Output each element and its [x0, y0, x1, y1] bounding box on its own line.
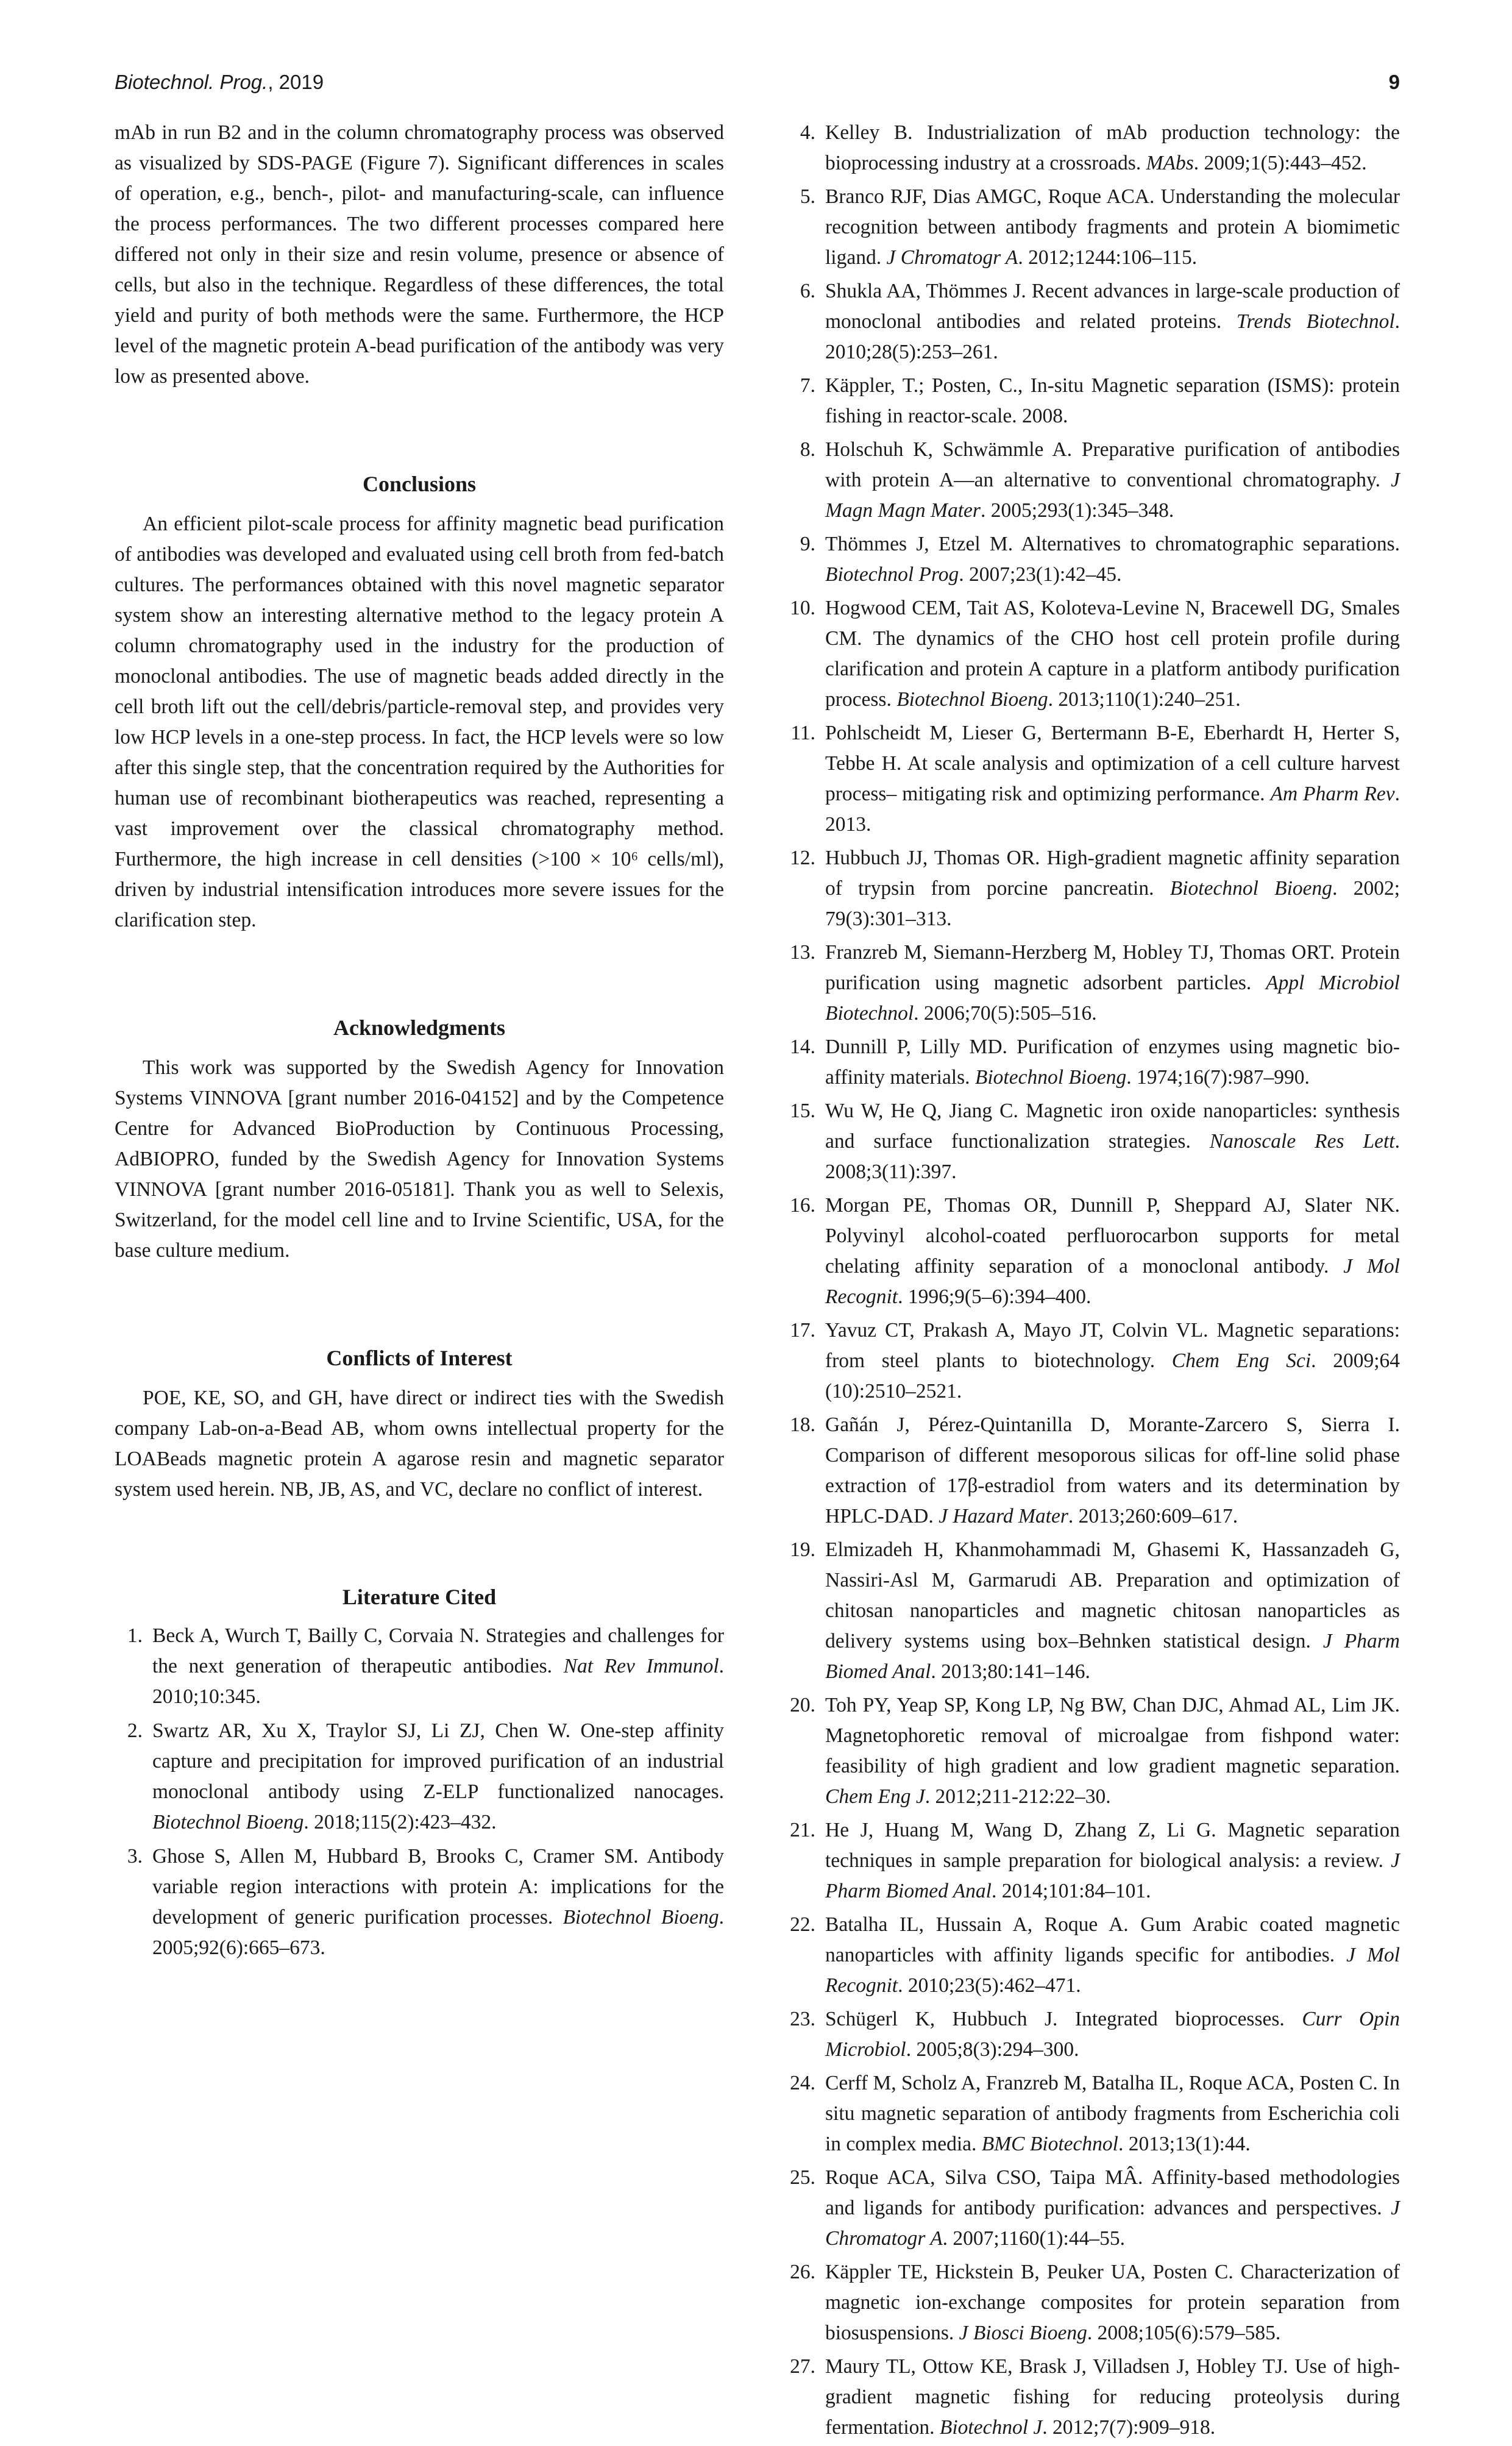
running-header [115, 71, 1400, 107]
reference-item: 11. Pohlscheidt M, Lieser G, Bertermann B-E, Eberhardt H, Herter S, Tebbe H. At scale analysis and optimization of a cell culture harvest process– mitigating risk and optimizing performance. Am Pharm Rev. 2013. [790, 722, 1400, 836]
conflicts-heading: Conflicts of Interest [326, 1346, 513, 1370]
reference-item: 8. Holschuh K, Schwämmle A. Preparative purification of antibodies with protein A—an alternative to conventional chromatography. J Magn Magn Mater. 2005;293(1):345–348. [800, 438, 1400, 522]
reference-item: 1. Beck A, Wurch T, Bailly C, Corvaia N. Strategies and challenges for the next generation of therapeutic antibodies. Nat Rev Immunol. 2010;10:345. [127, 1624, 725, 1708]
reference-item: 4. Kelley B. Industrialization of mAb production technology: the bioprocessing industry at a crossroads. MAbs. 2009;1(5):443–452. [800, 121, 1400, 174]
reference-item: 13. Franzreb M, Siemann-Herzberg M, Hobley TJ, Thomas ORT. Protein purification using magnetic adsorbent particles. Appl Microbiol Biotechnol. 2006;70(5):505–516. [790, 941, 1400, 1025]
reference-item: 22. Batalha IL, Hussain A, Roque A. Gum Arabic coated magnetic nanoparticles with affinity ligands specific for antibodies. J Mol Recognit. 2010;23(5):462–471. [790, 1913, 1400, 1997]
reference-item: 20. Toh PY, Yeap SP, Kong LP, Ng BW, Chan DJC, Ahmad AL, Lim JK. Magnetophoretic removal of microalgae from fishpond water: feasibility of high gradient and low gradient magnetic separation. Chem Eng J. 2012;211-212:22–30. [790, 1694, 1400, 1808]
reference-item: 12. Hubbuch JJ, Thomas OR. High-gradient magnetic affinity separation of trypsin from porcine pancreatin. Biotechnol Bioeng. 2002; 79(3):301–313. [790, 847, 1400, 930]
reference-item: 5. Branco RJF, Dias AMGC, Roque ACA. Understanding the molecular recognition between antibody fragments and protein A biomimetic ligand. J Chromatogr A. 2012;1244:106–115. [800, 185, 1400, 269]
reference-item: 18. Gañán J, Pérez-Quintanilla D, Morante-Zarcero S, Sierra I. Comparison of different mesoporous silicas for off-line solid phase extraction of 17β-estradiol from waters and its determination by HPLC-DAD. J Hazard Mater. 2013;260:609–617. [790, 1413, 1400, 1527]
reference-item: 14. Dunnill P, Lilly MD. Purification of enzymes using magnetic bio-affinity materials. Biotechnol Bioeng. 1974;16(7):987–990. [790, 1036, 1400, 1089]
reference-item: 25. Roque ACA, Silva CSO, Taipa MÂ. Affinity-based methodologies and ligands for antibody purification: advances and perspectives. J Chromatogr A. 2007;1160(1):44–55. [790, 2166, 1400, 2250]
journal-name: Biotechnol. Prog., 2019 [115, 71, 324, 93]
acknowledgments-text: This work was supported by the Swedish Agency for Innovation Systems VINNOVA [grant number 2016-04152] and by the Competence Centre for Advanced BioProduction by Continuous Processing, AdBIOPRO, funded by the Swedish Agency for Innovation Systems VINNOVA [grant number 2016-05181]. Thank you as well to Selexis, Switzerland, for the model cell line and to Irvine Scientific, USA, for the base culture medium. [115, 1056, 724, 1262]
conclusions-text: An efficient pilot-scale process for affinity magnetic bead purification of antibodies was developed and evaluated using cell broth from fed-batch cultures. The performances obtained with this novel magnetic separator system show an interesting alternative method to the legacy protein A column chromatography used in the industry for the production of monoclonal antibodies. The use of magnetic beads added directly in the cell broth lift out the cell/debris/particle-removal step, and provides very low HCP levels in a one-step process. In fact, the HCP levels were so low after this single step, that the concentration required by the Authorities for human use of recombinant biotherapeutics was reached, representing a vast improvement over the classical chromatography method. Furthermore, the high increase in cell densities (>100 × 10⁶ cells/ml), driven by industrial intensification introduces more severe issues for the clarification step. [115, 513, 724, 931]
reference-list-left [115, 1621, 724, 1963]
reference-list-right [787, 118, 1400, 2443]
page-number: 9 [1388, 71, 1400, 93]
literature-heading: Literature Cited [342, 1585, 497, 1609]
reference-item: 7. Käppler, T.; Posten, C., In-situ Magnetic separation (ISMS): protein fishing in reactor-scale. 2008. [800, 374, 1400, 427]
reference-item: 27. Maury TL, Ottow KE, Brask J, Villadsen J, Hobley TJ. Use of high-gradient magnetic fishing for reducing proteolysis during fermentation. Biotechnol J. 2012;7(7):909–918. [790, 2355, 1400, 2439]
reference-item: 19. Elmizadeh H, Khanmohammadi M, Ghasemi K, Hassanzadeh G, Nassiri-Asl M, Garmarudi AB. Preparation and optimization of chitosan nanoparticles and magnetic chitosan nanoparticles as delivery systems using box–Behnken statistical design. J Pharm Biomed Anal. 2013;80:141–146. [790, 1538, 1400, 1683]
reference-item: 2. Swartz AR, Xu X, Traylor SJ, Li ZJ, Chen W. One-step affinity capture and precipitation for improved purification of an industrial monoclonal antibody using Z-ELP functionalized nanocages. Biotechnol Bioeng. 2018;115(2):423–432. [127, 1719, 724, 1833]
left-column [115, 118, 724, 1967]
reference-item: 6. Shukla AA, Thömmes J. Recent advances in large-scale production of monoclonal antibodies and related proteins. Trends Biotechnol. 2010;28(5):253–261. [800, 280, 1400, 363]
reference-item: 21. He J, Huang M, Wang D, Zhang Z, Li G. Magnetic separation techniques in sample preparation for biological analysis: a review. J Pharm Biomed Anal. 2014;101:84–101. [790, 1819, 1400, 1902]
reference-item: 10. Hogwood CEM, Tait AS, Koloteva-Levine N, Bracewell DG, Smales CM. The dynamics of the CHO host cell protein profile during clarification and protein A capture in a platform antibody purification process. Biotechnol Bioeng. 2013;110(1):240–251. [790, 597, 1400, 711]
reference-item: 16. Morgan PE, Thomas OR, Dunnill P, Sheppard AJ, Slater NK. Polyvinyl alcohol-coated perfluorocarbon supports for metal chelating affinity separation of a monoclonal antibody. J Mol Recognit. 1996;9(5–6):394–400. [790, 1194, 1400, 1308]
reference-item: 26. Käppler TE, Hickstein B, Peuker UA, Posten C. Characterization of magnetic ion-exchange composites for protein separation from biosuspensions. J Biosci Bioeng. 2008;105(6):579–585. [790, 2261, 1400, 2344]
right-column [787, 118, 1400, 2446]
reference-item: 9. Thömmes J, Etzel M. Alternatives to chromatographic separations. Biotechnol Prog. 2007;23(1):42–45. [800, 533, 1400, 586]
reference-item: 17. Yavuz CT, Prakash A, Mayo JT, Colvin VL. Magnetic separations: from steel plants to biotechnology. Chem Eng Sci. 2009;64 (10):2510–2521. [790, 1319, 1400, 1403]
intro-paragraph: mAb in run B2 and in the column chromatography process was observed as visualized by SDS-PAGE (Figure 7). Significant differences in scales of operation, e.g., bench-, pilot- and manufacturing-scale, can influence the process performances. The two different processes compared here differed not only in their size and resin volume, presence or absence of cells, but also in the technique. Regardless of these differences, the total yield and purity of both methods were the same. Furthermore, the HCP level of the magnetic protein A-bead purification of the antibody was very low as presented above. [115, 121, 724, 388]
reference-item: 3. Ghose S, Allen M, Hubbard B, Brooks C, Cramer SM. Antibody variable region interactions with protein A: implications for the development of generic purification processes. Biotechnol Bioeng. 2005;92(6):665–673. [127, 1845, 725, 1959]
reference-item: 15. Wu W, He Q, Jiang C. Magnetic iron oxide nanoparticles: synthesis and surface functionalization strategies. Nanoscale Res Lett. 2008;3(11):397. [790, 1100, 1400, 1183]
conflicts-text: POE, KE, SO, and GH, have direct or indirect ties with the Swedish company Lab-on-a-Bead AB, whom owns intellectual property for the LOABeads magnetic protein A agarose resin and magnetic separator system used herein. NB, JB, AS, and VC, declare no conflict of interest. [115, 1387, 724, 1501]
conclusions-heading: Conclusions [362, 472, 477, 496]
reference-item: 24. Cerff M, Scholz A, Franzreb M, Batalha IL, Roque ACA, Posten C. In situ magnetic separation of antibody fragments from Escherichia coli in complex media. BMC Biotechnol. 2013;13(1):44. [790, 2072, 1400, 2155]
reference-item: 23. Schügerl K, Hubbuch J. Integrated bioprocesses. Curr Opin Microbiol. 2005;8(3):294–300. [790, 2008, 1400, 2061]
acknowledgments-heading: Acknowledgments [333, 1015, 505, 1040]
